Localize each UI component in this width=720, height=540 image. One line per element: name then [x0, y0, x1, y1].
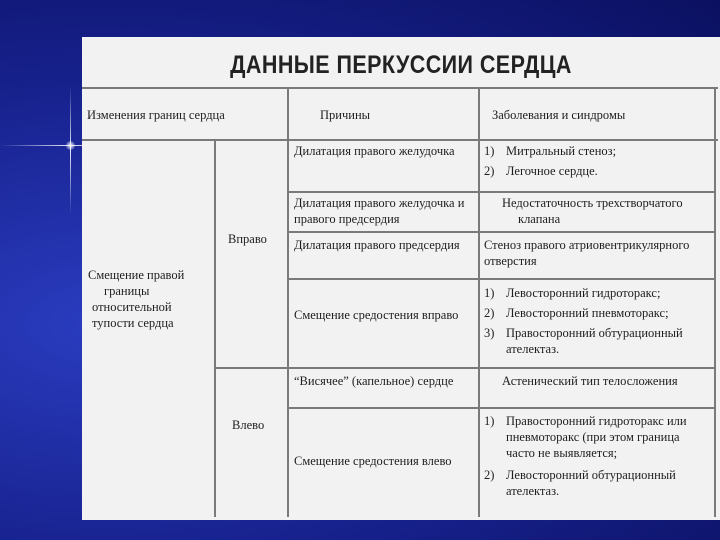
disease-cell: Недостаточность трехстворчатого клапана — [502, 196, 683, 226]
disease-cell: 1) Левосторонний гидроторакс; 2) Левосторонний пневмоторакс; 3) Правосторонний обтурационный ателектаз. — [484, 286, 683, 356]
cause-cell: Дилатация правого желудочка — [294, 144, 455, 158]
sparkle-star-icon — [66, 141, 75, 150]
disease-cell: Астенический тип телосложения — [502, 374, 678, 388]
table-border-right — [714, 87, 716, 517]
sparkle-decoration-vertical — [70, 85, 71, 215]
header-divider — [82, 139, 718, 141]
cause-cell: Дилатация правого желудочка и правого предсердия — [294, 196, 465, 226]
table-border-top — [82, 87, 718, 89]
shift-right-border-label: Смещение правой границы относительной тупости сердца — [88, 268, 185, 330]
row-divider — [287, 407, 716, 409]
column-divider-2 — [478, 87, 480, 517]
header-diseases: Заболевания и синдромы — [492, 108, 626, 122]
scanned-table-page — [82, 37, 720, 520]
header-borders: Изменения границ сердца — [87, 108, 225, 122]
header-causes: Причины — [320, 108, 371, 122]
cause-cell: Смещение средостения влево — [294, 454, 452, 468]
row-divider — [287, 231, 716, 233]
subcolumn-divider — [214, 139, 216, 517]
cause-cell: Дилатация правого предсердия — [294, 238, 460, 252]
page-title: ДАННЫЕ ПЕРКУССИИ СЕРДЦА — [230, 51, 572, 79]
direction-left-label: Влево — [232, 418, 265, 432]
disease-cell: Стеноз правого атриовентрикулярного отверстия — [484, 238, 690, 268]
disease-cell: 1) Правосторонний гидроторакс или пневмоторакс (при этом граница часто не выявляется; 2) Левосторонний обтурационный ателектаз. — [484, 414, 687, 498]
column-divider-1 — [287, 87, 289, 517]
row-divider — [287, 191, 716, 193]
percussion-table — [82, 87, 718, 517]
row-divider — [214, 367, 716, 369]
cause-cell: Смещение средостения вправо — [294, 308, 459, 322]
direction-right-label: Вправо — [228, 232, 267, 246]
disease-cell: 1) Митральный стеноз; 2) Легочное сердце. — [484, 144, 617, 178]
row-divider — [287, 278, 716, 280]
cause-cell: “Висячее” (капельное) сердце — [294, 374, 454, 388]
